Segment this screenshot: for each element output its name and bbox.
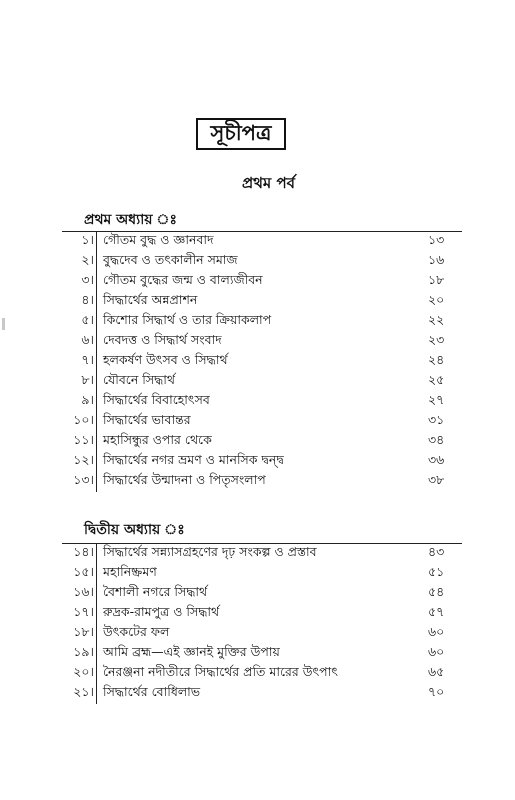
toc-list-chapter-1 [62,231,462,492]
toc-entry-number: ১১। [73,432,94,447]
toc-entry-number: ৫। [81,312,94,327]
toc-entry-number: ১৯। [73,644,94,659]
toc-entry [62,392,462,412]
toc-entry-number: ১৭। [73,604,94,619]
toc-title: সূচীপত্র [196,118,286,150]
toc-entry-title: গৌতম বুদ্ধের জন্ম ও বাল্যজীবন [96,272,428,292]
toc-entry-title: সিদ্ধার্থের ভাবান্তর [96,412,428,432]
toc-entry-page: ১৩ [428,232,445,247]
toc-entry-title: যৌবনে সিদ্ধার্থ [96,372,428,392]
toc-entry-page: ৭০ [428,684,445,699]
toc-entry [62,452,462,472]
toc-entry [62,332,462,352]
toc-entry-number: ৩। [81,272,94,287]
toc-entry-title: বৈশালী নগরে সিদ্ধার্থ [96,584,428,604]
toc-entry [62,412,462,432]
toc-entry-number: ১৩। [73,472,94,487]
toc-entry-number: ৪। [81,292,94,307]
toc-entry-page: ৬০ [428,624,445,639]
toc-entry-page: ২৭ [428,392,445,407]
toc-entry-number: ৭। [81,352,94,367]
toc-entry-page: ৫১ [428,564,445,579]
toc-entry [62,372,462,392]
toc-entry-title: মহাসিন্ধুর ওপার থেকে [96,432,428,452]
toc-entry-number: ৯। [81,392,94,407]
toc-entry-number: ২০। [73,664,94,679]
toc-entry-number: ২। [81,252,94,267]
toc-entry-page: ১৬ [428,252,445,267]
toc-entry-number: ১৫। [73,564,94,579]
toc-entry-title: দেবদত্ত ও সিদ্ধার্থ সংবাদ [96,332,428,352]
toc-entry-page: ৪৩ [428,544,445,559]
toc-entry-title: মহানিষ্ক্রমণ [96,564,428,584]
toc-entry [62,544,462,564]
toc-entry-title: আমি ব্রহ্ম—এই জ্ঞানই মুক্তির উপায় [96,644,428,664]
toc-entry-number: ১। [81,232,94,247]
toc-entry-title: কিশোর সিদ্ধার্থ ও তার ক্রিয়াকলাপ [96,312,428,332]
toc-entry [62,664,462,684]
toc-entry-page: ৩৬ [428,452,445,467]
toc-entry-number: ১৮। [73,624,94,639]
toc-entry-page: ৫৭ [428,604,445,619]
toc-entry [62,644,462,664]
toc-entry-number: ১২। [73,452,94,467]
toc-entry-page: ২৫ [428,372,445,387]
toc-entry [62,684,462,704]
toc-entry [62,272,462,292]
toc-entry-title: সিদ্ধার্থের উন্মাদনা ও পিতৃসংলাপ [96,472,428,492]
toc-entry-page: ৬৫ [428,664,445,679]
toc-entry [62,604,462,624]
toc-entry [62,472,462,492]
toc-entry-page: ৩৪ [428,432,445,447]
toc-entry-number: ১০। [73,412,94,427]
toc-entry-title: সিদ্ধার্থের অন্নপ্রাশন [96,292,428,312]
chapter-heading-1: প্রথম অধ্যায় ঃ [84,212,177,228]
toc-entry-title: বুদ্ধদেব ও তৎকালীন সমাজ [96,252,428,272]
toc-entry [62,584,462,604]
toc-entry-page: ২৪ [428,352,445,367]
toc-entry-page: ২০ [428,292,445,307]
toc-entry-title: হলকর্ষণ উৎসব ও সিদ্ধার্থ [96,352,428,372]
toc-entry-page: ৩১ [428,412,445,427]
toc-entry-number: ২১। [73,684,94,699]
toc-entry [62,252,462,272]
toc-entry [62,232,462,252]
toc-entry-title: নৈরঞ্জনা নদীতীরে সিদ্ধার্থের প্রতি মারের উৎপাৎ [96,664,428,684]
toc-entry [62,312,462,332]
toc-entry-title: সিদ্ধার্থের বোধিলাভ [96,684,428,704]
scan-mark [2,318,5,330]
toc-entry-number: ৬। [81,332,94,347]
toc-entry-page: ২২ [428,312,445,327]
toc-entry-number: ১৪। [73,544,94,559]
toc-entry-title: সিদ্ধার্থের বিবাহোৎসব [96,392,428,412]
part-title: প্রথম পর্ব [242,174,295,192]
toc-entry-title: উৎকটের ফল [96,624,428,644]
toc-entry-page: ৫৪ [428,584,445,599]
toc-entry-title: সিদ্ধার্থের নগর ভ্রমণ ও মানসিক দ্বন্দ্ব [96,452,428,472]
toc-entry-number: ৮। [81,372,94,387]
toc-entry-title: গৌতম বুদ্ধ ও জ্ঞানবাদ [96,232,428,252]
toc-entry-number: ১৬। [73,584,94,599]
chapter-heading-2: দ্বিতীয় অধ্যায় ঃ [84,522,185,538]
toc-entry [62,432,462,452]
toc-entry-page: ১৮ [428,272,445,287]
toc-entry-page: ৩৮ [428,472,445,487]
toc-entry-page: ২৩ [428,332,445,347]
toc-entry-page: ৬০ [428,644,445,659]
toc-entry-title: সিদ্ধার্থের সন্ন্যাসগ্রহণের দৃঢ় সংকল্প ও প্রস্তাব [96,544,428,564]
toc-entry [62,292,462,312]
toc-entry [62,564,462,584]
toc-entry-title: রুদ্রক-রামপুত্র ও সিদ্ধার্থ [96,604,428,624]
toc-entry [62,624,462,644]
toc-list-chapter-2 [62,543,462,704]
toc-entry [62,352,462,372]
